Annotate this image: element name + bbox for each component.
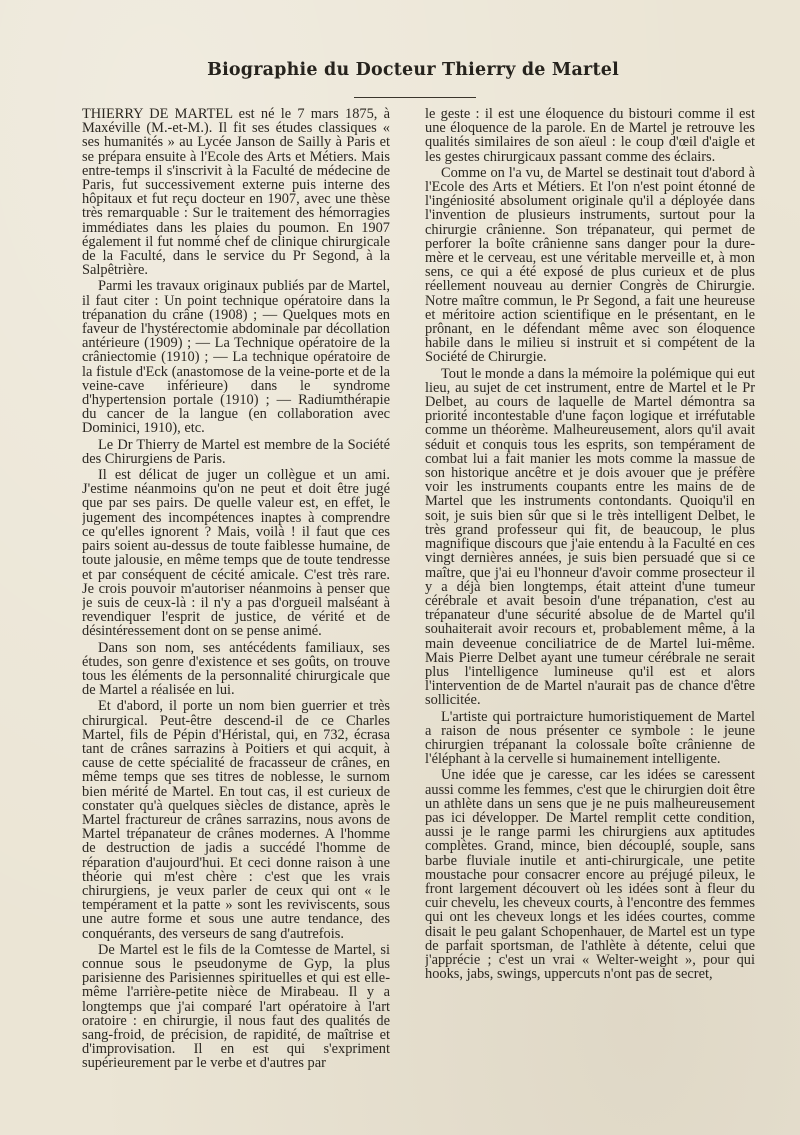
page-title: Biographie du Docteur Thierry de Martel xyxy=(207,60,619,80)
paragraph: Il est délicat de juger un collègue et un ami. J'estime néanmoins qu'on ne peut et doit être jugé que par ses pairs. De quelle valeur est, en effet, le jugement des incompétences inaptes à comprendre ce qu'elles ignorent ? Mais, voilà ! il faut que ces pairs soient au-dessus de toute faiblesse humaine, de toute jalousie, en même temps que de toute tendresse et par conséquent de cécité amicale. C'est très rare. Je crois pouvoir m'autoriser néanmoins à penser que je suis de ceux-là : il n'y a pas d'orgueil malséant à revendiquer l'esprit de justice, de vérité et de désintéressement dont on se pense animé. xyxy=(82,467,390,640)
right-text-column xyxy=(425,107,755,1117)
paragraph: Dans son nom, ses antécédents familiaux, ses études, son genre d'existence et ses goûts, on trouve tous les éléments de la personnalité chirurgicale que de Martel a réalisée en lui. xyxy=(82,639,390,699)
paragraph: Parmi les travaux originaux publiés par de Martel, il faut citer : Un point technique opératoire dans la trépanation du crâne (1908) ; — Quelques mots en faveur de l'hystérectomie abdominale par décollation antérieure (1909) ; — La Technique opératoire de la crâniectomie (1910) ; — La technique opératoire de la fistule d'Eck (anastomose de la veine-porte et de la veine-cave inférieure) dans le syndrome d'hypertension portale (1910) ; — Radiumthérapie du cancer de la langue (en collaboration avec Dominici, 1910), etc. xyxy=(82,278,390,437)
paragraph: Comme on l'a vu, de Martel se destinait tout d'abord à l'Ecole des Arts et Métiers. Et l'on n'est point étonné de l'ingéniosité absolument originale qu'il a déployée dans l'invention de plusieurs instruments, surtout pour la chirurgie crânienne. Son trépanateur, qui permet de perforer la boîte crânienne sans danger pour la dure-mère et le cerveau, est une véritable merveille et, à mon sens, ce qui a été exposé de plus curieux et de plus réellement nouveau au dernier Congrès de Chirurgie. Notre maître commun, le Pr Segond, a fait une heureuse et méritoire action scientifique en le présentant, en le prônant, en le défendant même avec son éloquence habile dans le milieu si instruit et si compétent de la Société de Chirurgie. xyxy=(425,164,755,366)
paragraph: De Martel est le fils de la Comtesse de Martel, si connue sous le pseudonyme de Gyp, la plus parisienne des Parisiennes spirituelles et qui est elle-même l'arrière-petite nièce de Mirabeau. Il y a longtemps que j'ai comparé l'art opératoire à l'art oratoire : en chirurgie, il nous faut des qualités de sang-froid, de précision, de rapidité, de maîtrise et d'improvisation. Il en est qui s'expriment supérieurement par le verbe et d'autres par xyxy=(82,941,390,1072)
title-rule xyxy=(354,97,476,98)
paragraph: Le Dr Thierry de Martel est membre de la Société des Chirurgiens de Paris. xyxy=(82,436,390,467)
paragraph: le geste : il est une éloquence du bistouri comme il est une éloquence de la parole. En de Martel je retrouve les qualités similaires de son aïeul : le coup d'œil d'aigle et les gestes chirurgicaux passant comme des éclairs. xyxy=(425,107,755,165)
paragraph: Une idée que je caresse, car les idées se caressent aussi comme les femmes, c'est que le chirurgien doit être un athlète dans un sens que je ne puis malheureusement pas ici développer. De Martel remplit cette condition, aussi je le range parmi les chirurgiens aux aptitudes complètes. Grand, mince, bien découplé, souple, sans barbe fluviale inutile et anti-chirurgicale, une petite moustache pour consacrer encore au préjugé pileux, le front largement découvert où les idées sont à fleur du cuir chevelu, les cheveux courts, à l'encontre des femmes qui ont les cheveux longs et les idées courtes, comme disait le peu galant Schopenhauer, de Martel est un type de parfait sportsman, de l'athlète à détente, celui que j'apprécie ; c'est un vrai « Welter-weight », pour qui hooks, jabs, swings, uppercuts n'ont pas de secret, xyxy=(425,767,755,983)
paragraph: Et d'abord, il porte un nom bien guerrier et très chirurgical. Peut-être descend-il de ce Charles Martel, fils de Pépin d'Héristal, qui, en 732, écrasa tant de crânes sarrazins à Poitiers et qui acquit, à cause de cette spécialité de fracasseur de crânes, en même temps que ses titres de noblesse, le surnom bien mérité de Martel. En tout cas, il est curieux de constater qu'à quelques siècles de distance, après le Martel fractureur de crânes sarrazins, nous avons de Martel trépanateur de crânes modernes. A l'homme de destruction de jadis a succédé l'homme de réparation d'aujourd'hui. Et ceci donne raison à une théorie qui m'est chère : c'est que les vrais chirurgiens, je veux parler de ceux qui ont « le tempérament et la patte » sont les reviviscents, sous une autre forme et sous une autre tendance, des conquérants, des verseurs de sang d'autrefois. xyxy=(82,698,390,942)
paragraph: Tout le monde a dans la mémoire la polémique qui eut lieu, au sujet de cet instrument, entre de Martel et le Pr Delbet, au cours de laquelle de Martel démontra sa priorité incontestable d'une façon logique et irréfutable comme un théorème. Malheureusement, alors qu'il avait séduit et conquis tous les esprits, son tempérament de combat lui a fait manier les mots comme la massue de son historique ancêtre et je dois avouer que je préfère voir les instruments coupants entre les mains de de Martel que les instruments contondants. Quoiqu'il en soit, je suis bien sûr que si le très intelligent Delbet, le très grand professeur qui fit, de beaucoup, le plus magnifique discours que j'aie entendu à la Faculté en ces vingt dernières années, je suis bien persuadé que si ce maître, que j'ai eu l'honneur d'avoir comme prosecteur il y a déjà bien longtemps, était atteint d'une tumeur cérébrale et avait besoin d'une trépanation, c'est au trépanateur d'une sécurité absolue de de Martel qu'il souhaiterait avoir recours et, probablement même, à la main deveenue conciliatrice de de Martel lui-même. Mais Pierre Delbet ayant une tumeur cérébrale ne serait plus l'intelligence lumineuse qu'il est et alors l'intervention de de Martel n'aurait pas de chance d'être sollicitée. xyxy=(425,365,755,709)
paragraph: L'artiste qui portraicture humoristiquement de Martel a raison de nous présenter ce symbole : le jeune chirurgien trépanant la colossale boîte crânienne de l'éléphant à la cervelle si humainement intelligente. xyxy=(425,708,755,768)
paragraph: THIERRY DE MARTEL est né le 7 mars 1875, à Maxéville (M.-et-M.). Il fit ses études classiques « ses humanités » au Lycée Janson de Sailly à Paris et se prépara ensuite à l'Ecole des Arts et Métiers. Mais entre-temps il s'inscrivit à la Faculté de médecine de Paris, fut successivement externe puis interne des hôpitaux et fut reçu docteur en 1907, avec une thèse très remarquable : Sur le traitement des hémorragies immédiates dans les plaies du poumon. En 1907 également il fut nommé chef de clinique chirurgicale de la Faculté, dans le service du Pr Segond, à la Salpêtrière. xyxy=(82,107,390,279)
left-text-column xyxy=(82,107,390,1117)
